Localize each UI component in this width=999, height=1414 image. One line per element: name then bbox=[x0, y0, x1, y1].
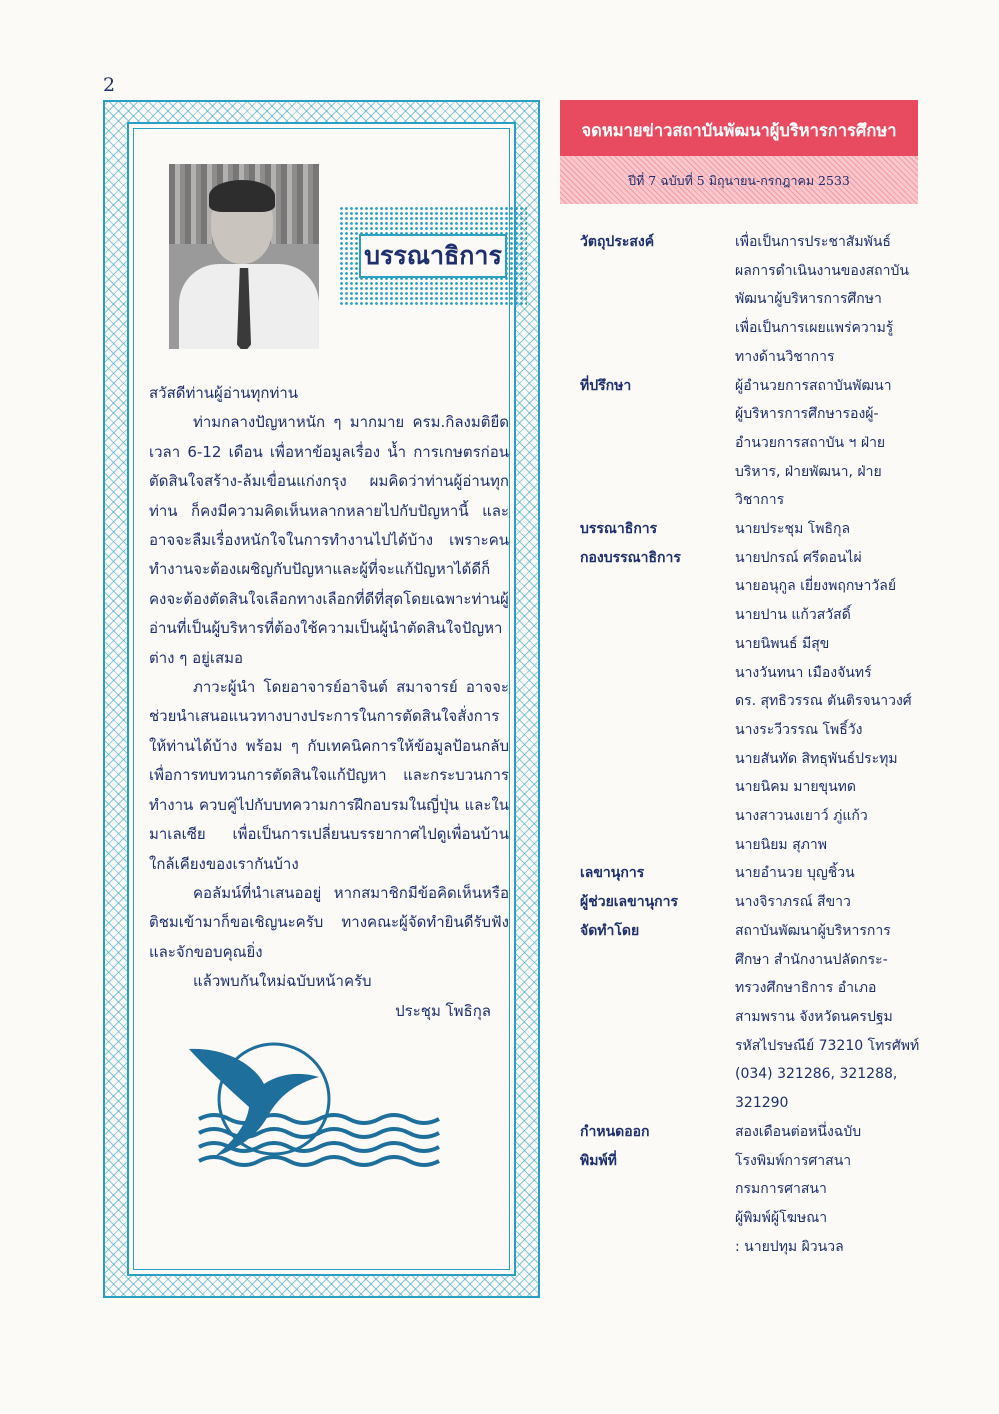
info-row-assistant-secretary bbox=[580, 888, 930, 917]
info-label: ผู้ช่วยเลขานุการ bbox=[580, 894, 678, 911]
info-value: สถาบันพัฒนาผู้บริหารการ bbox=[735, 922, 891, 939]
editorial-signature: ประชุม โพธิกุล bbox=[395, 1001, 491, 1020]
info-value: เพื่อเป็นการประชาสัมพันธ์ bbox=[735, 234, 891, 250]
editorial-closing: แล้วพบกันใหม่ฉบับหน้าครับ bbox=[193, 972, 372, 991]
editor-photo bbox=[169, 164, 319, 349]
info-value: ผู้พิมพ์ผู้โฆษณา bbox=[735, 1209, 828, 1226]
newsletter-title: จดหมายข่าวสถาบันพัฒนาผู้บริหารการศึกษา bbox=[560, 100, 918, 156]
info-value: นายนิยม สุภาพ bbox=[735, 836, 827, 853]
info-value: (034) 321286, 321288, bbox=[735, 1066, 898, 1083]
info-value: นายนิพนธ์ มีสุข bbox=[735, 635, 830, 652]
info-value: ผู้บริหารการศึกษารองผู้- bbox=[735, 406, 879, 423]
info-value: : นายปทุม ผิวนวล bbox=[735, 1238, 844, 1255]
info-label: พิมพ์ที่ bbox=[580, 1152, 617, 1169]
editorial-greeting: สวัสดีท่านผู้อ่านทุกท่าน bbox=[149, 384, 299, 402]
info-value: กรมการศาสนา bbox=[735, 1181, 827, 1198]
info-value: 321290 bbox=[735, 1095, 789, 1112]
info-label: เลขานุการ bbox=[580, 865, 645, 882]
editorial-text bbox=[149, 379, 509, 1026]
info-value: นายสันทัด สิทธุพันธ์ประทุม bbox=[735, 750, 898, 767]
info-row-advisors bbox=[580, 372, 930, 516]
info-value: นายนิคม มายขุนทด bbox=[735, 779, 857, 796]
institute-logo-icon bbox=[169, 1029, 469, 1169]
info-value: วิชาการ bbox=[735, 492, 785, 509]
info-row-printer bbox=[580, 1147, 930, 1262]
info-value: อำนวยการสถาบัน ฯ ฝ่าย bbox=[735, 434, 886, 451]
info-row-secretary bbox=[580, 859, 930, 888]
info-label: กองบรรณาธิการ bbox=[580, 549, 681, 566]
info-value: บริหาร, ฝ่ายพัฒนา, ฝ่าย bbox=[735, 463, 882, 480]
info-value: ดร. สุทธิวรรณ ตันติรจนาวงศ์ bbox=[735, 693, 912, 710]
editorial-paragraph: คอลัมน์ที่นำเสนออยู่ หากสมาชิกมีข้อคิดเห็นหรือติชมเข้ามาก็ขอเชิญนะครับ ทางคณะผู้จัดทำยินดีรับฟังและจักขอบคุณยิ่ง bbox=[149, 883, 509, 961]
info-label: วัตถุประสงค์ bbox=[580, 234, 655, 250]
info-value: ทรวงศึกษาธิการ อำเภอ bbox=[735, 980, 877, 997]
info-value: นายอนุกูล เยี่ยงพฤกษาวัลย์ bbox=[735, 578, 897, 595]
info-value: รหัสไปรษณีย์ 73210 โทรศัพท์ bbox=[735, 1037, 920, 1054]
info-value: ผลการดำเนินงานของสถาบัน bbox=[735, 262, 909, 279]
info-row-objective bbox=[580, 228, 930, 372]
info-label: ที่ปรึกษา bbox=[580, 377, 632, 394]
info-value: ผู้อำนวยการสถาบันพัฒนา bbox=[735, 377, 892, 394]
info-value: นางจิราภรณ์ สีขาว bbox=[735, 894, 851, 911]
info-value: นายปาน แก้วสวัสดิ์ bbox=[735, 607, 851, 624]
info-label: บรรณาธิการ bbox=[580, 521, 658, 538]
page-number: 2 bbox=[103, 74, 116, 96]
info-value: นายประชุม โพธิกุล bbox=[735, 521, 851, 538]
info-value: นางระวีวรรณ โพธิ์วัง bbox=[735, 721, 863, 738]
info-value: สามพราน จังหวัดนครปฐม bbox=[735, 1008, 893, 1025]
info-label: จัดทำโดย bbox=[580, 922, 640, 939]
info-value: ศึกษา สำนักงานปลัดกระ- bbox=[735, 951, 888, 968]
info-row-published-by bbox=[580, 917, 930, 1118]
masthead bbox=[560, 100, 918, 204]
editorial-frame bbox=[103, 100, 540, 1298]
info-value: ทางด้านวิชาการ bbox=[735, 348, 835, 365]
info-value: นายปกรณ์ ศรีดอนไผ่ bbox=[735, 549, 862, 566]
info-label: กำหนดออก bbox=[580, 1123, 650, 1140]
info-row-editor bbox=[580, 515, 930, 544]
editorial-title: บรรณาธิการ bbox=[359, 234, 507, 278]
info-value: โรงพิมพ์การศาสนา bbox=[735, 1152, 852, 1169]
staff-info bbox=[580, 228, 930, 1261]
issue-info: ปีที่ 7 ฉบับที่ 5 มิถุนายน-กรกฎาคม 2533 bbox=[560, 156, 918, 204]
info-value: นายอำนวย บุญชิ้วน bbox=[735, 865, 855, 882]
info-value: นางสาวนงเยาว์ ภู่แก้ว bbox=[735, 808, 868, 825]
editorial-paragraph: ภาวะผู้นำ โดยอาจารย์อาจินต์ สมาจารย์ อาจจะช่วยนำเสนอแนวทางบางประการในการตัดสินใจสั่งการให้ท่านได้บ้าง พร้อม ๆ กับเทคนิคการให้ข้อมูลป้อนกลับ เพื่อการทบทวนการตัดสินใจแก้ปัญหา และกระบวนการทำงาน ควบคู่ไปกับบทความการฝึกอบรมในญี่ปุ่น และในมาเลเซีย เพื่อเป็นการเปลี่ยนบรรยากาศไปดูเพื่อนบ้านใกล้เคียงของเรากันบ้าง bbox=[149, 678, 509, 873]
info-value: เพื่อเป็นการเผยแพร่ความรู้ bbox=[735, 320, 894, 337]
info-row-editorial-board bbox=[580, 544, 930, 860]
info-value: นางวันทนา เมืองจันทร์ bbox=[735, 664, 872, 681]
editorial-title-box bbox=[339, 206, 527, 306]
editorial-paragraph: ท่ามกลางปัญหาหนัก ๆ มากมาย ครม.กิลงมติยืดเวลา 6-12 เดือน เพื่อหาข้อมูลเรื่อง น้ำ การเกษตรก่อนตัดสินใจสร้าง-ล้มเขื่อนแก่งกรุง ผมคิดว่าท่านผู้อ่านทุกท่าน ก็คงมีความคิดเห็นหลากหลายไปกับปัญหานี้ และอาจจะลืมเรื่องหนักใจในการทำงานไปได้บ้าง เพราะคนทำงานจะต้องเผชิญกับปัญหาและผู้ที่จะแก้ปัญหาได้ดีก็คงจะต้องตัดสินใจเลือกทางเลือกที่ดีที่สุดโดยเฉพาะท่านผู้อ่านที่เป็นผู้บริหารที่ต้องใช้ความเป็นผู้นำตัดสินใจปัญหาต่าง ๆ อยู่เสมอ bbox=[149, 413, 509, 667]
info-row-schedule bbox=[580, 1118, 930, 1147]
editorial-panel bbox=[127, 122, 516, 1276]
info-value: สองเดือนต่อหนึ่งฉบับ bbox=[735, 1123, 862, 1140]
info-value: พัฒนาผู้บริหารการศึกษา bbox=[735, 291, 882, 308]
